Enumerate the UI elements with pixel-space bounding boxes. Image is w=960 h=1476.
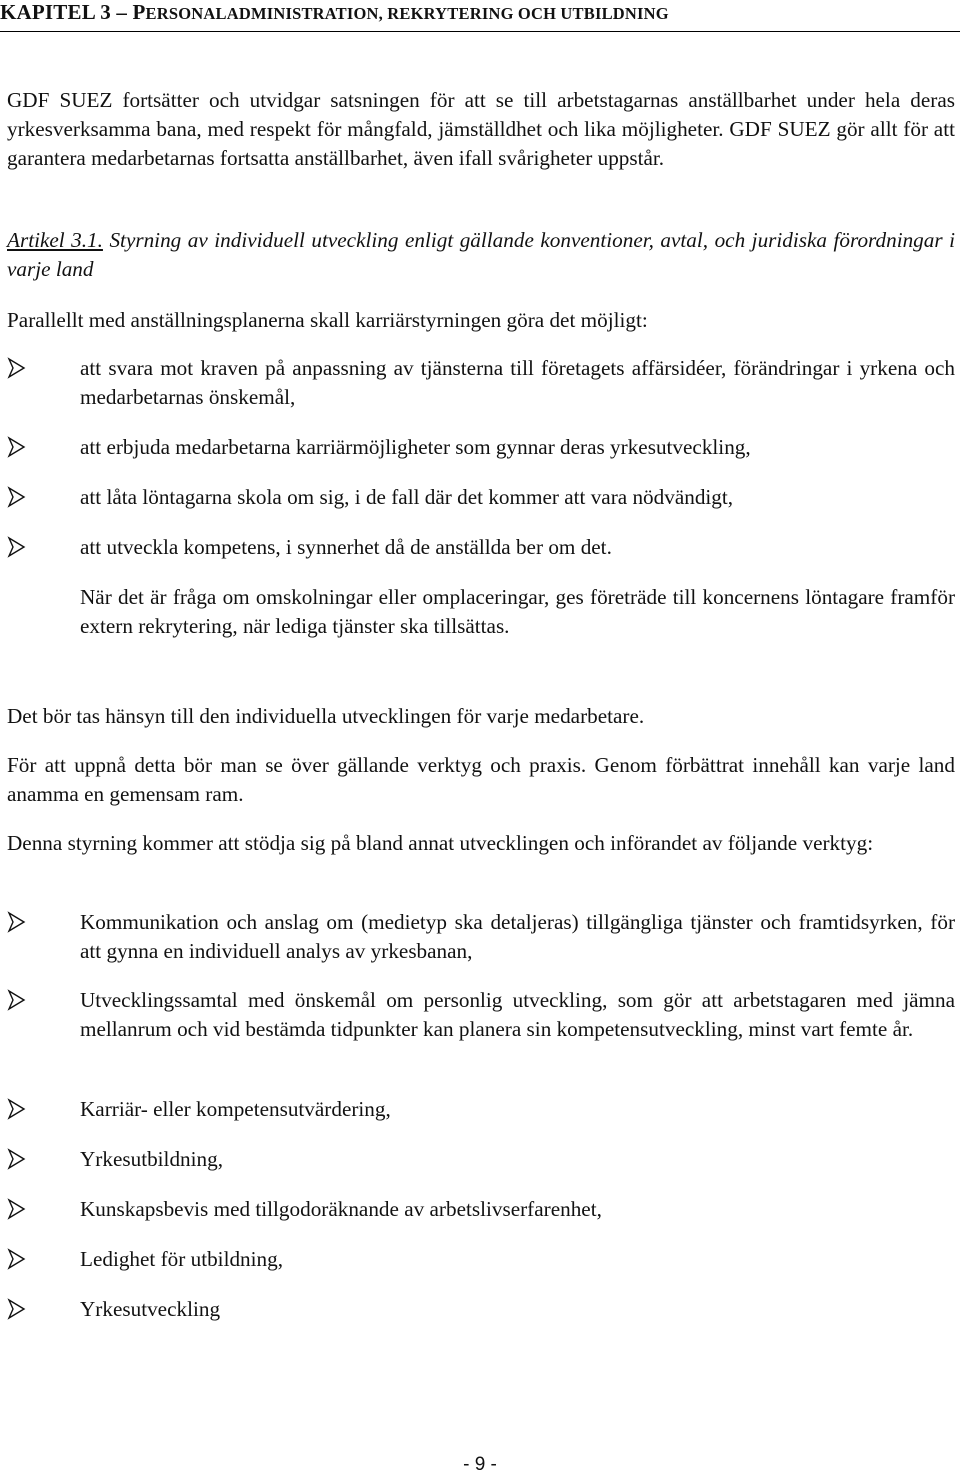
list-item-text: Yrkesutveckling [80,1297,221,1321]
list-item-text: att låta löntagarna skola om sig, i de fall där det kommer att vara nödvändigt, [80,485,734,509]
list-item-text: Ledighet för utbildning, [80,1247,284,1271]
article-label: Artikel 3.1. [7,228,103,252]
chapter-header-rest: ERSONALADMINISTRATION, REKRYTERING OCH UTBILDNING [145,4,669,23]
career-intro: Parallellt med anställningsplanerna skall karriärstyrningen göra det möjligt: [7,308,648,332]
list-item-text: att svara mot kraven på anpassning av tjänsterna till företagets affärsidéer, förändringar i yrkena och medarbetarnas önskemål, [80,356,955,409]
arrowhead-bullet-icon [7,357,27,379]
chapter-header-lead: KAPITEL 3 – P [0,0,146,24]
article-heading [7,226,955,284]
list-item-text: Yrkesutbildning, [80,1147,224,1171]
chapter-header [0,0,960,26]
list-item-text: Utvecklingssamtal med önskemål om personlig utveckling, som gör att arbetstagaren med jämna mellanrum och vid bestämda tidpunkter kan planera sin kompetensutveckling, minst vart femte år. [80,988,955,1041]
tools-intro-paragraph: Denna styrning kommer att stödja sig på bland annat utvecklingen och införandet av följande verktyg: [7,831,874,855]
list-item-text: Kommunikation och anslag om (medietyp ska detaljeras) tillgängliga tjänster och framtidsyrken, för att gynna en individuell analys av yrkesbanan, [80,910,955,963]
arrowhead-bullet-icon [7,1148,27,1170]
retraining-paragraph: När det är fråga om omskolningar eller omplaceringar, ges företräde till koncernens löntagare framför extern rekrytering, när lediga tjänster ska tillsättas. [80,585,955,638]
list-item-text: att erbjuda medarbetarna karriärmöjligheter som gynnar deras yrkesutveckling, [80,435,751,459]
list-item-text: Kunskapsbevis med tillgodoräknande av arbetslivserfarenhet, [80,1197,602,1221]
arrowhead-bullet-icon [7,486,27,508]
consideration-paragraph: Det bör tas hänsyn till den individuella utvecklingen för varje medarbetare. [7,704,645,728]
arrowhead-bullet-icon [7,989,27,1011]
arrowhead-bullet-icon [7,1198,27,1220]
page-number: - 9 - [463,1454,497,1475]
arrowhead-bullet-icon [7,1298,27,1320]
tools-practice-paragraph: För att uppnå detta bör man se över gällande verktyg och praxis. Genom förbättrat innehåll kan varje land anamma en gemensam ram. [7,753,955,806]
arrowhead-bullet-icon [7,1098,27,1120]
arrowhead-bullet-icon [7,1248,27,1270]
arrowhead-bullet-icon [7,536,27,558]
list-item-text: Karriär- eller kompetensutvärdering, [80,1097,391,1121]
intro-paragraph: GDF SUEZ fortsätter och utvidgar satsningen för att se till arbetstagarnas anställbarhet under hela deras yrkesverksamma bana, med respekt för mångfald, jämställdhet och lika möjligheter. GDF SUEZ gör allt för att garantera medarbetarnas fortsatta anställbarhet, även ifall svårigheter uppstår. [7,88,955,170]
arrowhead-bullet-icon [7,436,27,458]
header-divider [0,31,960,32]
article-title: Styrning av individuell utveckling enligt gällande konventioner, avtal, och juridiska förordningar i varje land [7,228,956,281]
list-item-text: att utveckla kompetens, i synnerhet då de anställda ber om det. [80,535,612,559]
arrowhead-bullet-icon [7,911,27,933]
